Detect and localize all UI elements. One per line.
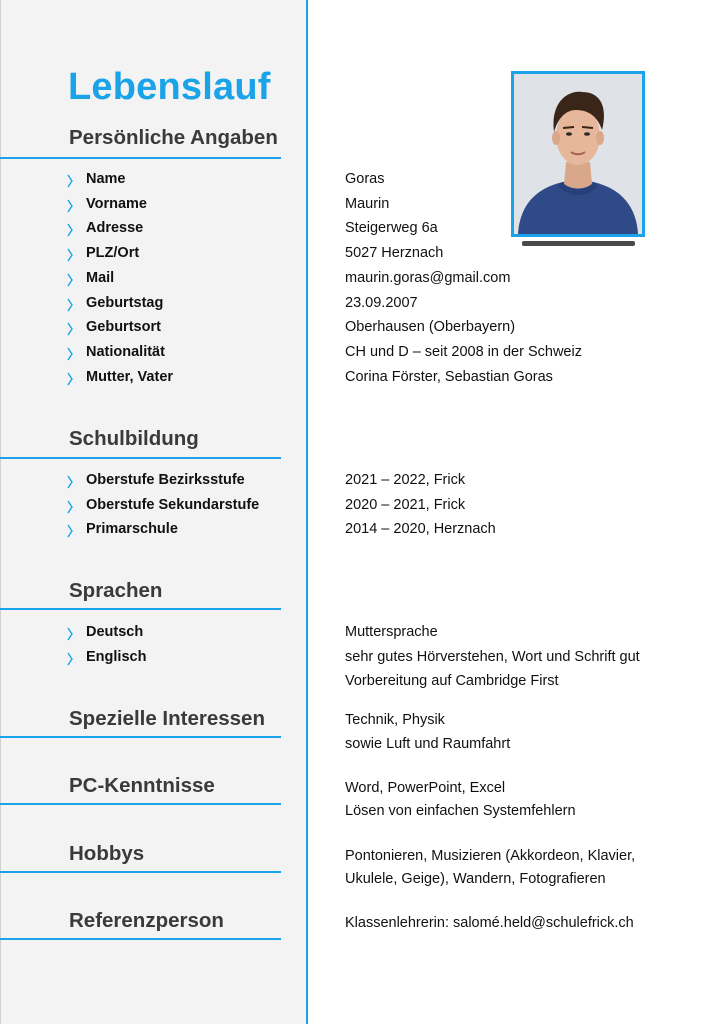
- personal-row-label: Geburtstag: [86, 294, 164, 311]
- chevron-right-icon: [66, 272, 74, 288]
- interests-line-2: sowie Luft und Raumfahrt: [345, 736, 511, 752]
- chevron-right-icon: [66, 474, 74, 490]
- personal-row-value: Goras: [345, 171, 385, 187]
- personal-row-label: Name: [86, 171, 126, 187]
- school-row-label: Oberstufe Sekundarstufe: [86, 496, 260, 513]
- chevron-right-icon: [66, 626, 74, 642]
- section-rule-languages: [0, 608, 281, 610]
- section-title-personal: Persönliche Angaben: [69, 126, 278, 149]
- section-title-interests: Spezielle Interessen: [69, 707, 265, 730]
- pc-line-1: Word, PowerPoint, Excel: [345, 780, 506, 796]
- personal-row-label: Mail: [86, 269, 115, 286]
- chevron-right-icon: [66, 321, 74, 337]
- personal-row-value: Steigerweg 6a: [345, 220, 438, 237]
- personal-row-label: Geburtsort: [86, 319, 161, 336]
- personal-row-label: PLZ/Ort: [86, 245, 140, 262]
- language-value-extra: Vorbereitung auf Cambridge First: [345, 673, 559, 689]
- pc-line-2: Lösen von einfachen Systemfehlern: [345, 803, 576, 819]
- section-rule-pc: [0, 803, 281, 805]
- personal-row-label: Vorname: [86, 195, 147, 212]
- chevron-right-icon: [66, 651, 74, 667]
- language-row-value: Muttersprache: [345, 624, 438, 640]
- section-rule-hobbies: [0, 871, 281, 873]
- section-rule-school: [0, 457, 281, 459]
- language-row-label: Englisch: [86, 648, 147, 665]
- personal-row-label: Adresse: [86, 220, 144, 237]
- chevron-right-icon: [66, 222, 74, 238]
- section-rule-reference: [0, 938, 281, 940]
- section-title-languages: Sprachen: [69, 579, 163, 602]
- section-rule-personal: [0, 157, 281, 159]
- photo-shadow: [522, 241, 635, 246]
- portrait-photo: [511, 71, 645, 237]
- personal-row-value: 5027 Herznach: [345, 245, 444, 262]
- hobbies-line-1: Pontonieren, Musizieren (Akkordeon, Klavier,: [345, 848, 636, 864]
- chevron-right-icon: [66, 371, 74, 387]
- chevron-right-icon: [66, 523, 74, 539]
- personal-row-label: Mutter, Vater: [86, 368, 174, 385]
- reference-line-1: Klassenlehrerin: salomé.held@schulefrick.ch: [345, 915, 634, 931]
- personal-row-value: Oberhausen (Oberbayern): [345, 319, 516, 336]
- school-row-value: 2020 – 2021, Frick: [345, 496, 466, 513]
- chevron-right-icon: [66, 247, 74, 263]
- personal-row-value: Maurin: [345, 195, 390, 212]
- section-title-reference: Referenzperson: [69, 909, 224, 932]
- language-row-label: Deutsch: [86, 624, 144, 640]
- personal-row-value: maurin.goras@gmail.com: [345, 269, 511, 286]
- language-row-value: sehr gutes Hörverstehen, Wort und Schrift gut: [345, 648, 640, 665]
- interests-line-1: Technik, Physik: [345, 712, 445, 728]
- hobbies-line-2: Ukulele, Geige), Wandern, Fotografieren: [345, 871, 606, 887]
- school-row-value: 2014 – 2020, Herznach: [345, 521, 496, 538]
- personal-row-value: CH und D – seit 2008 in der Schweiz: [345, 343, 582, 360]
- section-title-school: Schulbildung: [69, 427, 199, 450]
- school-row-label: Primarschule: [86, 521, 178, 538]
- section-rule-interests: [0, 736, 281, 738]
- section-title-hobbies: Hobbys: [69, 842, 145, 865]
- chevron-right-icon: [66, 499, 74, 515]
- personal-row-value: 23.09.2007: [345, 294, 418, 311]
- school-row-label: Oberstufe Bezirksstufe: [86, 472, 245, 488]
- chevron-right-icon: [66, 198, 74, 214]
- page-title: Lebenslauf: [68, 66, 271, 108]
- school-row-value: 2021 – 2022, Frick: [345, 472, 466, 488]
- sidebar-border: [306, 0, 308, 1024]
- section-title-pc: PC-Kenntnisse: [69, 774, 215, 797]
- personal-row-value: Corina Förster, Sebastian Goras: [345, 368, 553, 385]
- chevron-right-icon: [66, 297, 74, 313]
- chevron-right-icon: [66, 346, 74, 362]
- chevron-right-icon: [66, 173, 74, 189]
- person-photo-icon: [514, 74, 642, 234]
- personal-row-label: Nationalität: [86, 343, 165, 360]
